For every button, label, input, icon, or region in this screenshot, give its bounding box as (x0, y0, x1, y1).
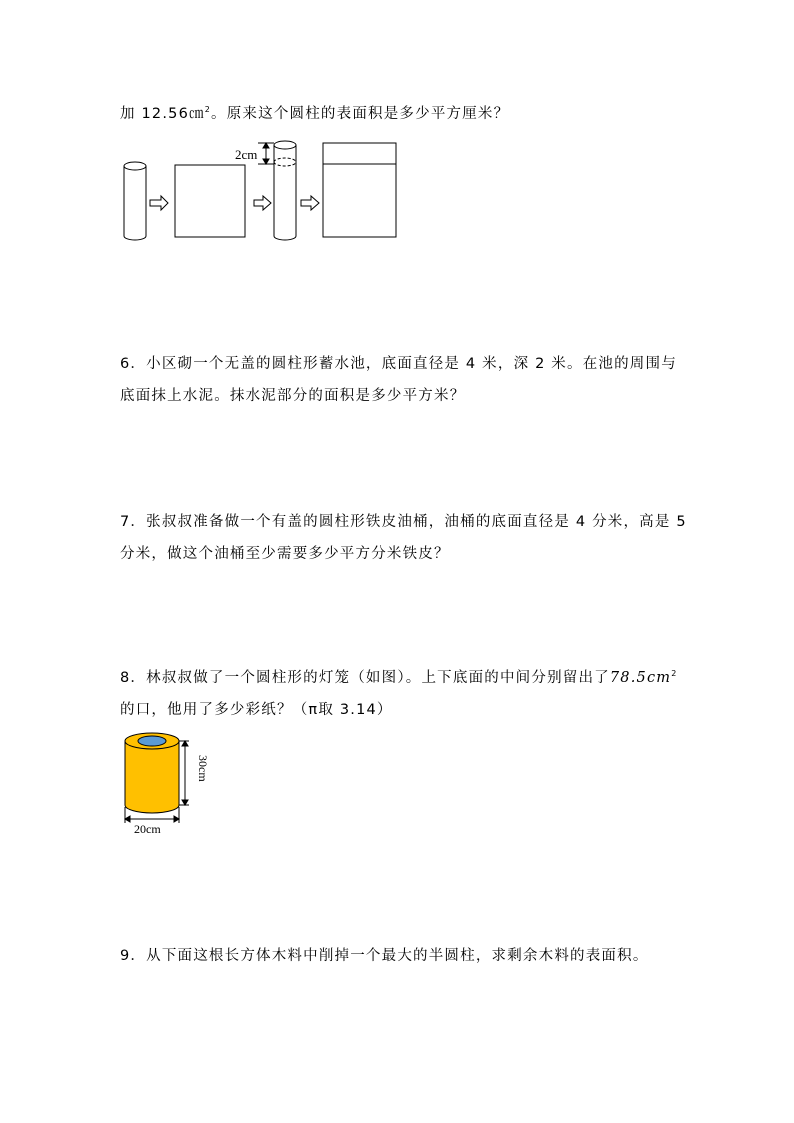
q8-line-1 (120, 666, 678, 687)
q5-unrolled-rectangle (175, 165, 245, 237)
q5-unrolled-rectangle-2 (323, 143, 396, 237)
q8-height-dimension (179, 741, 189, 805)
q5-cylinder-1 (124, 162, 146, 240)
q5-figure-label: 2cm (235, 147, 258, 162)
q5-dimension (258, 143, 274, 164)
q5-text-rest: 。原来这个圆柱的表面积是多少平方厘米？ (211, 106, 510, 122)
q8-area-sup: 2 (671, 669, 678, 679)
q8-height-label: 30cm (196, 755, 210, 782)
q8-width-label: 20cm (134, 822, 161, 836)
q7-line-2: 分米，做这个油桶至少需要多少平方分米铁皮？ (120, 546, 450, 562)
q8-area-value: 78.5cm (609, 670, 672, 686)
q5-text: 加 12.56 (120, 106, 190, 122)
q6-line-1: 6．小区砌一个无盖的圆柱形蓄水池，底面直径是 4 米，深 2 米。在池的周围与 (120, 356, 677, 372)
q8-cylinder-body (125, 741, 179, 813)
q6-line-2: 底面抹上水泥。抹水泥部分的面积是多少平方米？ (120, 388, 466, 404)
q5-figure (115, 135, 415, 245)
q5-text-line-1 (120, 102, 509, 123)
q5-arrow-2 (254, 196, 271, 210)
q8-line-2: 的口，他用了多少彩纸？（π取 3.14） (120, 702, 393, 718)
q7-line-1: 7．张叔叔准备做一个有盖的圆柱形铁皮油桶，油桶的底面直径是 4 分米，高是 5 (120, 514, 687, 530)
q5-arrow-3 (301, 196, 319, 210)
q8-text: 8．林叔叔做了一个圆柱形的灯笼（如图）。上下底面的中间分别留出了 (120, 670, 610, 686)
q5-unit: ㎝ (189, 106, 205, 122)
q8-top-hole (138, 736, 166, 746)
q5-unit-sup: 2 (204, 105, 212, 115)
q5-cylinder-2 (274, 141, 296, 240)
q5-arrow-1 (150, 196, 168, 210)
q9-line-1: 9．从下面这根长方体木料中削掉一个最大的半圆柱，求剩余木料的表面积。 (120, 948, 649, 964)
q8-lantern-figure (115, 725, 225, 840)
